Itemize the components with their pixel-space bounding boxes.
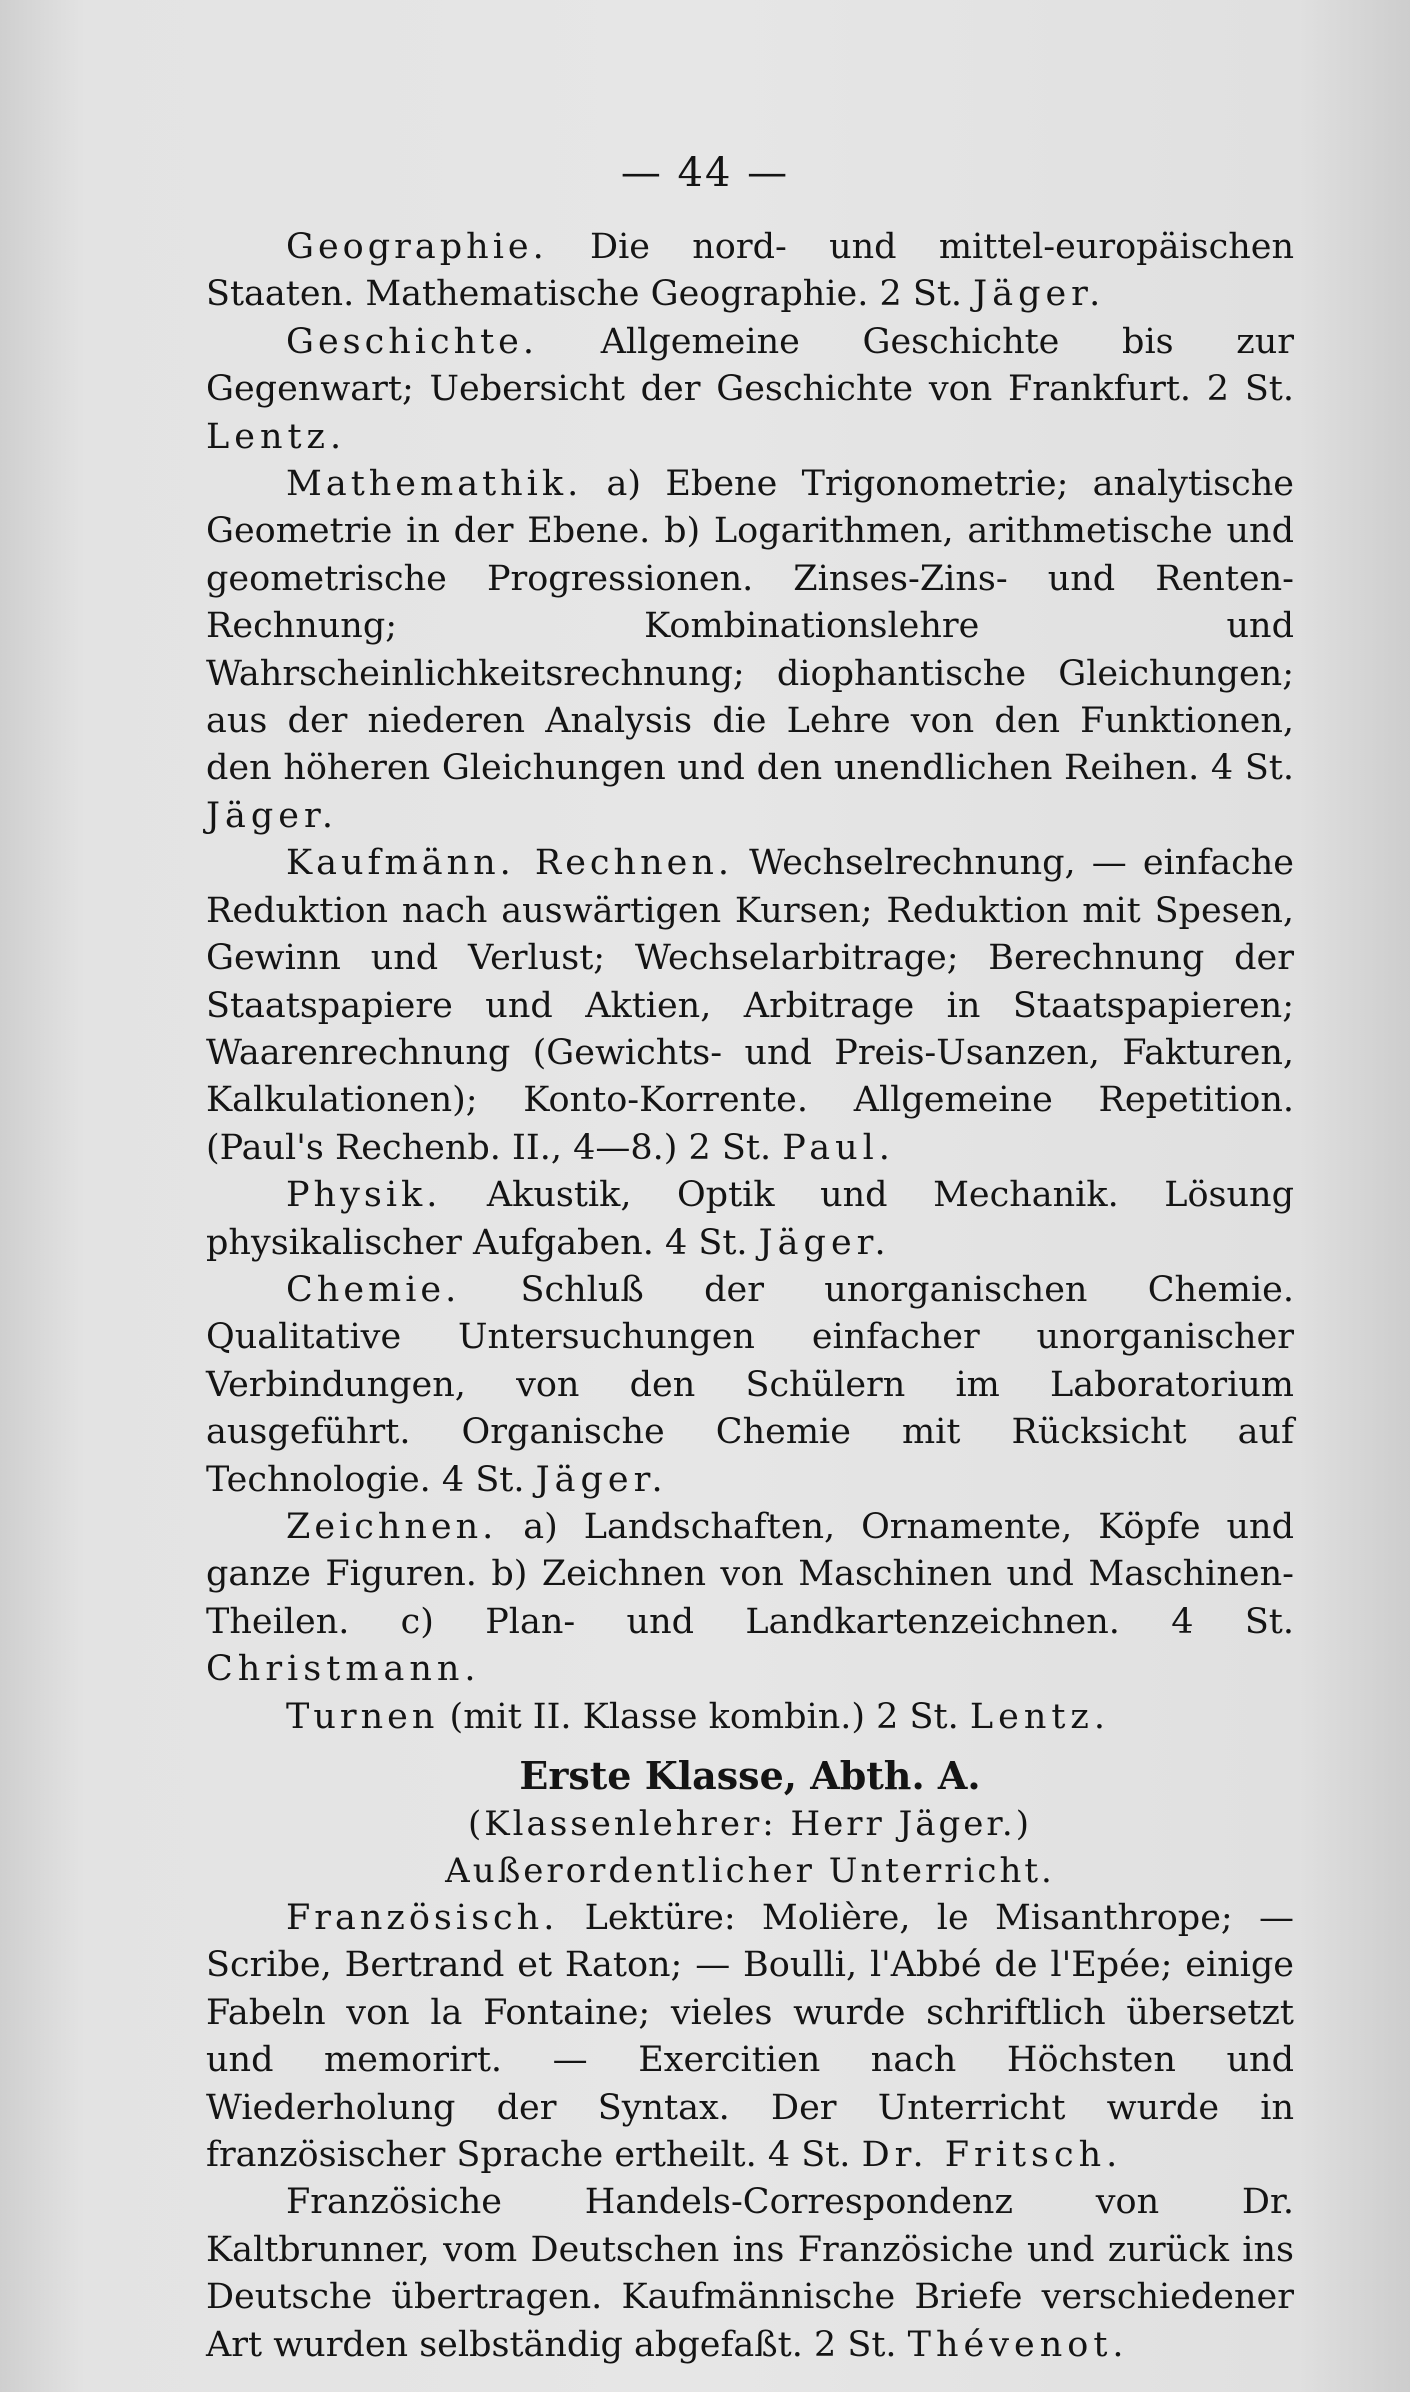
subject-heading-zeichnen: Zeichnen. (286, 1506, 498, 1547)
paragraph-geschichte (206, 319, 1294, 461)
section-title: Erste Klasse, Abth. A. (519, 1753, 981, 1798)
paragraph-text: Französiche Handels-Correspondenz von Dr. Kaltbrunner, vom Deutschen ins Französiche und zurück ins Deutsche übertragen. Kaufmännische Briefe verschiedener Art wurden selbständig abgefaßt. 2 St. (206, 2182, 1294, 2365)
paragraph-text: a) Ebene Trigonometrie; analytische Geometrie in der Ebene. b) Logarithmen, arithmetische und geometrische Progressionen. Zinses-Zins- und Renten-Rechnung; Kombinationslehre und Wahrscheinlichkeitsrechnung; diophantische Gleichungen; aus der niederen Analysis die Lehre von den Funktionen, den höheren Gleichungen und den unendlichen Reihen. 4 St. (206, 464, 1294, 789)
subject-heading-physik: Physik. (286, 1175, 442, 1216)
subject-heading-turnen: Turnen (286, 1696, 439, 1737)
subject-heading-geographie: Geographie. (286, 227, 548, 267)
paragraph-zeichnen (206, 1504, 1294, 1694)
paragraph-franzoesisch (206, 1895, 1294, 2179)
subject-heading-franzoesisch: Französisch. (286, 1898, 559, 1938)
teacher-name: Jäger. (206, 795, 339, 836)
paragraph-geographie (206, 224, 1294, 319)
paragraph-text: Wechselrechnung, — einfache Reduktion nach auswärtigen Kursen; Reduktion mit Spesen, Gewinn und Verlust; Wechselarbitrage; Berechnung der Staatspapiere und Aktien, Arbitrage in Staatspapieren; Waarenrechnung (Gewichts- und Preis-Usanzen, Fakturen, Kalkulationen); Konto-Korrente. Allgemeine Repetition. (Paul's Rechenb. II., 4—8.) 2 St. (206, 843, 1294, 1168)
paragraph-text: Lektüre: Molière, le Misanthrope; — Scribe, Bertrand et Raton; — Boulli, l'Abbé de l'Epée; einige Fabeln von la Fontaine; vieles wurde schriftlich übersetzt und memorirt. — Exercitien nach Höchsten und Wiederholung der Syntax. Der Unterricht wurde in französischer Sprache ertheilt. 4 St. (206, 1898, 1294, 2176)
paragraph-text: (mit II. Klasse kombin.) 2 St. (438, 1696, 970, 1737)
teacher-name: Christmann. (206, 1649, 481, 1690)
section-subheading: Außerordentlicher Unterricht. (445, 1851, 1055, 1891)
teacher-name: Dr. Fritsch. (861, 2135, 1123, 2176)
paragraph-text: Allgemeine Geschichte bis zur Gegenwart; Uebersicht der Geschichte von Frankfurt. 2 St. (206, 321, 1294, 410)
subject-heading-geschichte: Geschichte. (286, 321, 539, 362)
paragraph-physik (206, 1172, 1294, 1267)
page-number: — 44 — (620, 150, 790, 196)
teacher-name: Jäger. (535, 1459, 668, 1500)
paragraph-text: Die nord- und mittel-europäischen Staaten. Mathematische Geographie. 2 St. (206, 227, 1294, 315)
teacher-name: Thévenot. (907, 2324, 1129, 2365)
paragraph-text: a) Landschaften, Ornamente, Köpfe und ganze Figuren. b) Zeichnen von Maschinen und Maschinen-Theilen. c) Plan- und Landkartenzeichnen. 4 St. (206, 1506, 1294, 1642)
paragraph-mathematik (206, 461, 1294, 840)
teacher-name: Lentz. (206, 416, 347, 457)
subject-heading-mathematik: Mathemathik. (286, 464, 583, 505)
teacher-name: Lentz. (969, 1696, 1110, 1737)
section-subtitle: (Klassenlehrer: Herr Jäger.) (468, 1804, 1032, 1844)
teacher-name: Jäger. (973, 274, 1106, 315)
teacher-name: Paul. (782, 1127, 895, 1168)
paragraph-text: Schluß der unorganischen Chemie. Qualitative Untersuchungen einfacher unorganischer Verbindungen, von den Schülern im Laboratorium ausgeführt. Organische Chemie mit Rücksicht auf Technologie. 4 St. (206, 1269, 1294, 1500)
page-body (206, 224, 1294, 2369)
paragraph-turnen (206, 1694, 1294, 1741)
subject-heading-rechnen: Kaufmänn. Rechnen. (286, 843, 733, 884)
paragraph-text: Akustik, Optik und Mechanik. Lösung physikalischer Aufgaben. 4 St. (206, 1175, 1294, 1263)
subject-heading-chemie: Chemie. (286, 1269, 461, 1310)
paragraph-korrespondenz (206, 2179, 1294, 2369)
paragraph-rechnen (206, 840, 1294, 1172)
paragraph-chemie (206, 1267, 1294, 1504)
teacher-name: Jäger. (758, 1222, 891, 1263)
